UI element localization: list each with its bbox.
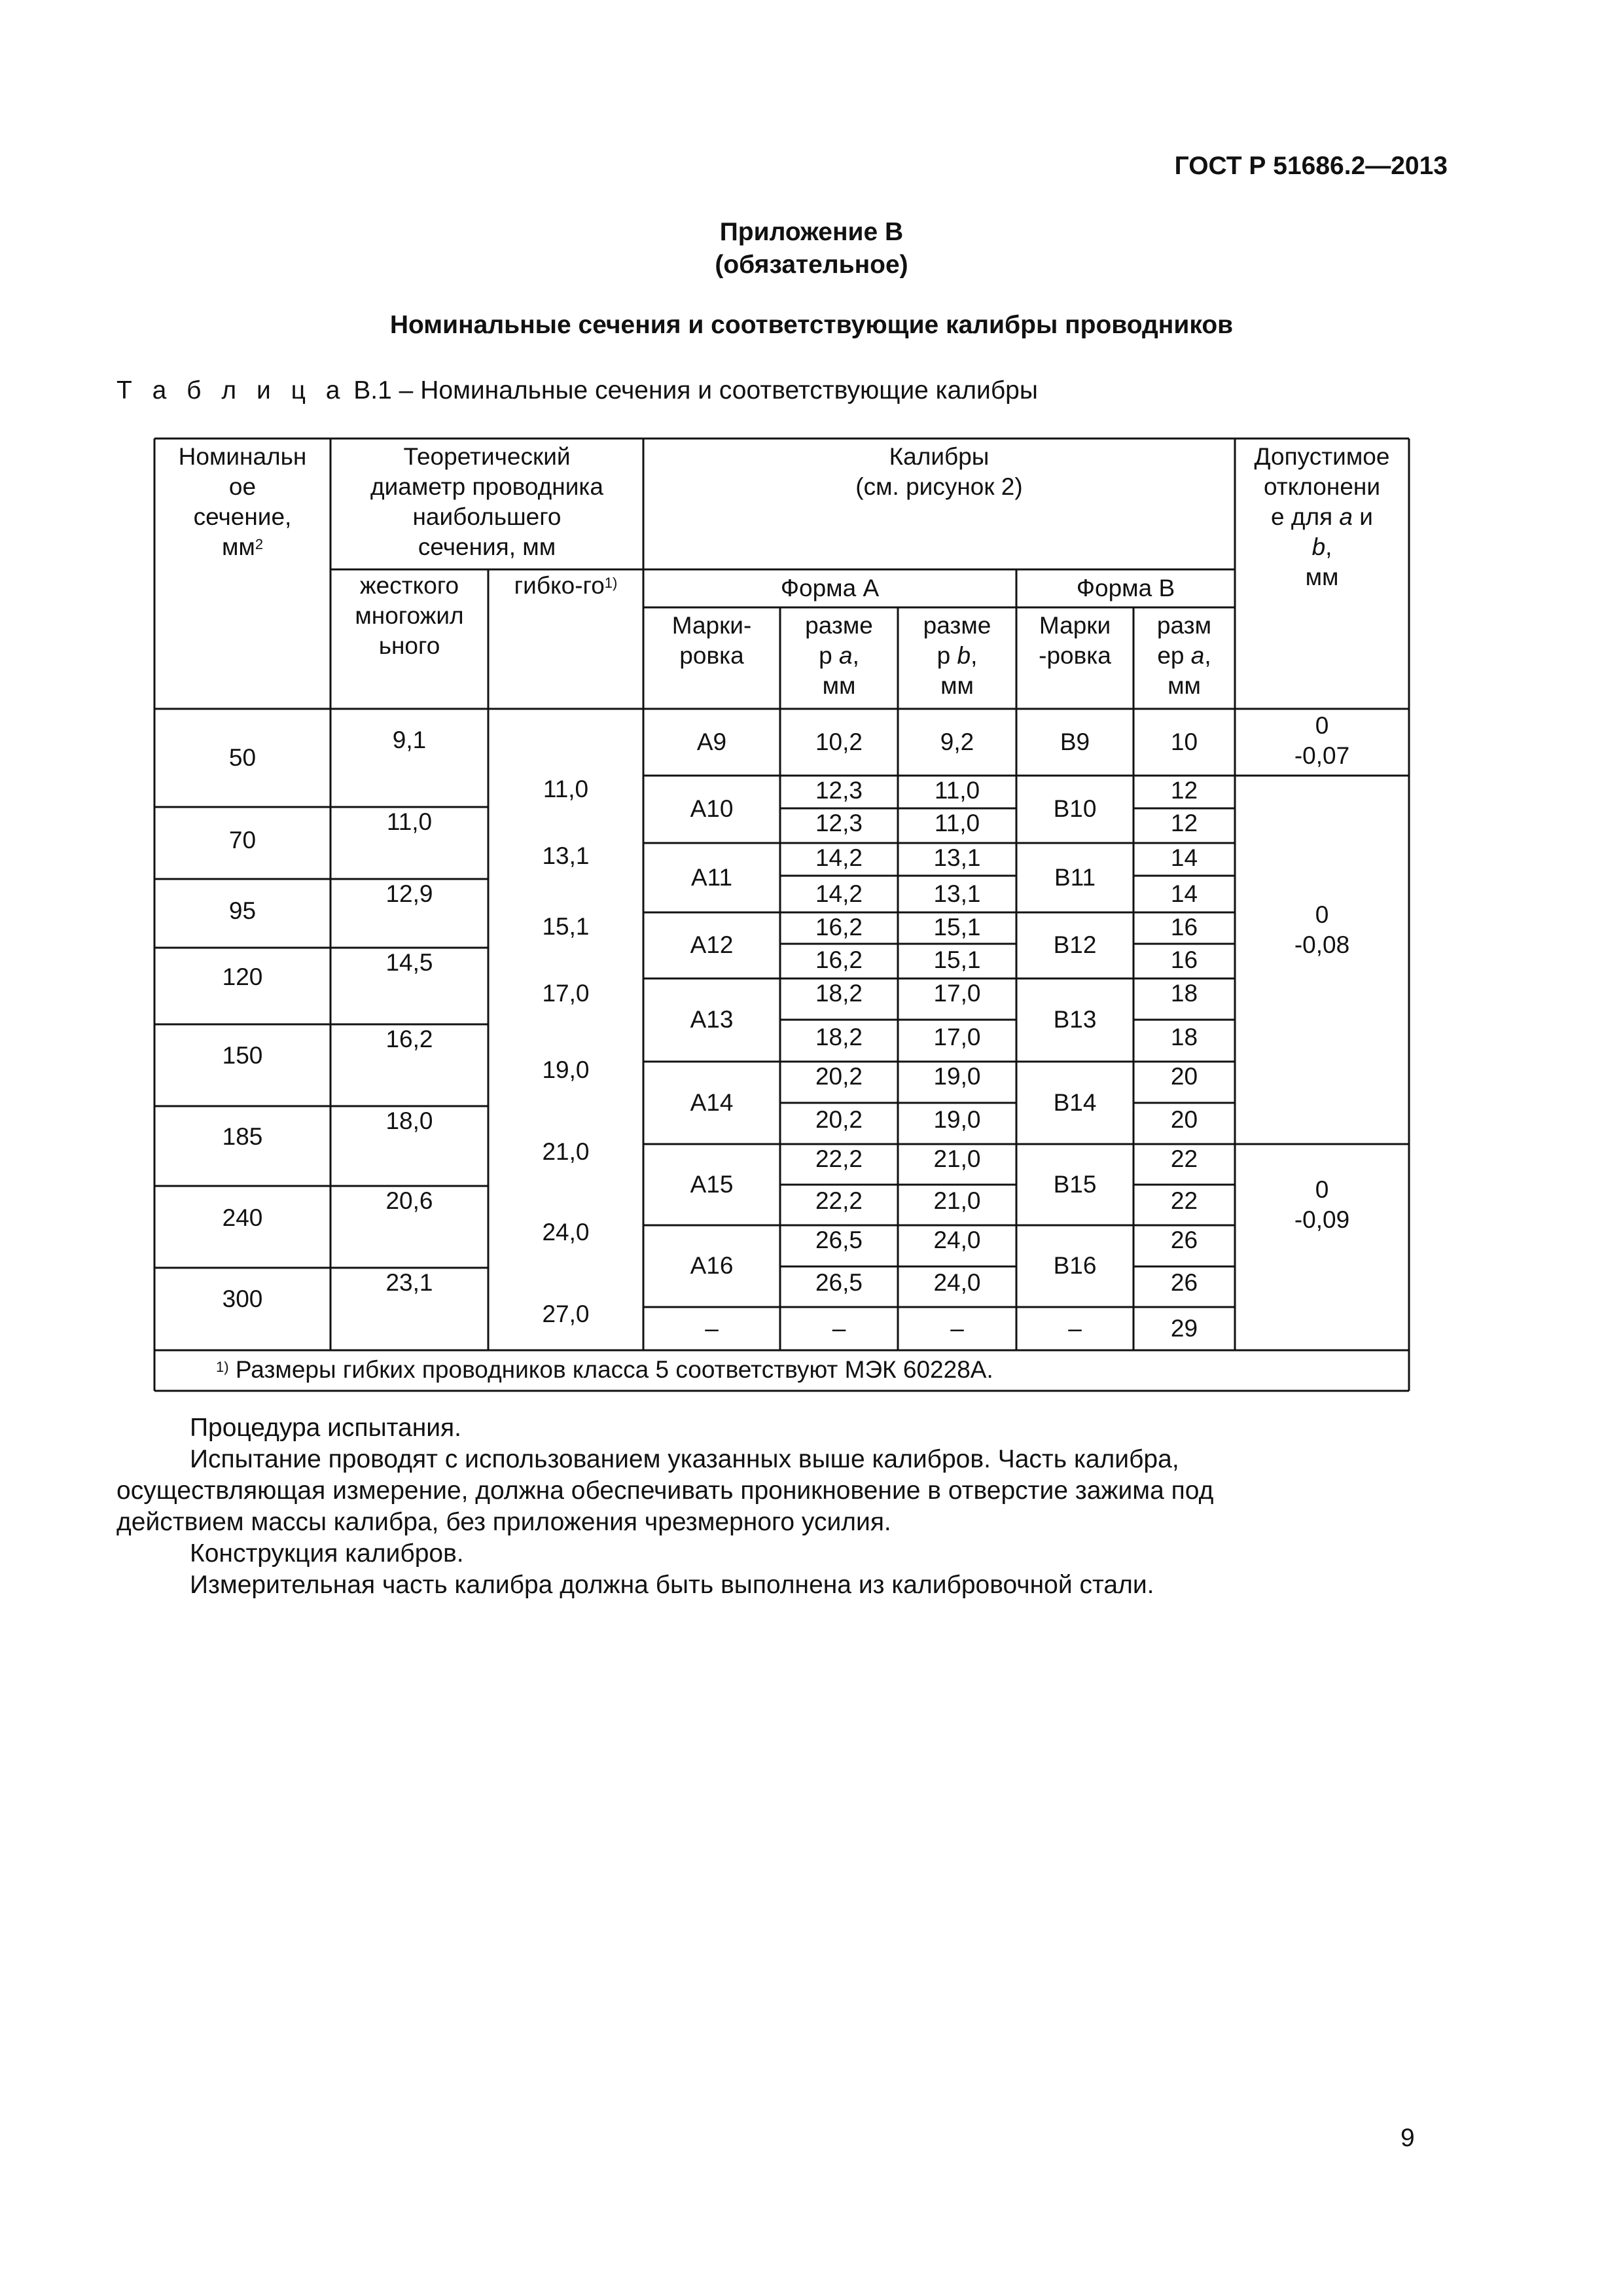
size-b-cell: 11,0 xyxy=(934,777,980,804)
size-a-cell: 26,5 xyxy=(815,1269,863,1296)
body-paragraph: Процедура испытания. xyxy=(190,1414,462,1442)
table-caption xyxy=(116,376,1038,405)
flexible-cell: 15,1 xyxy=(542,913,590,940)
rigid-cell: 20,6 xyxy=(385,1187,433,1214)
marking-b-cell: – xyxy=(1068,1315,1082,1342)
marking-b-cell: В13 xyxy=(1053,1006,1097,1033)
header-nominal-section: Номинальн ое сечение, $мм^2$ xyxy=(178,443,307,560)
size-a-cell: 12,3 xyxy=(815,777,863,804)
flexible-cell: 19,0 xyxy=(542,1056,590,1083)
header-size-a: разме р a, мм xyxy=(805,612,873,699)
size-a-form-b-cell: 10 xyxy=(1170,728,1198,755)
size-b-cell: 17,0 xyxy=(933,1024,981,1050)
size-a-form-b-cell: 20 xyxy=(1170,1063,1198,1090)
nominal-cell: 50 xyxy=(228,744,257,771)
rigid-cell: 12,9 xyxy=(385,880,433,907)
header-tolerance: Допустимое отклонени е для a и b, мм xyxy=(1254,443,1390,590)
header-size-a-form-b: разм ер a, мм xyxy=(1156,612,1212,699)
flexible-cell: 24,0 xyxy=(542,1219,590,1246)
flexible-cell: 27,0 xyxy=(542,1300,590,1327)
size-a-form-b-cell: 16 xyxy=(1170,946,1198,973)
marking-b-cell: В16 xyxy=(1053,1252,1097,1279)
header-theoretical-diameter: Теоретический диаметр проводника наибольшего сечения, мм xyxy=(370,443,603,560)
marking-b-cell: В10 xyxy=(1053,795,1097,822)
tolerance-cell: 0 -0,07 xyxy=(1294,712,1350,769)
size-a-form-b-cell: 14 xyxy=(1170,880,1198,907)
header-rigid: жесткого многожил ьного xyxy=(355,572,464,659)
size-a-form-b-cell: 14 xyxy=(1170,844,1198,871)
header-calibers: Калибры (см. рисунок 2) xyxy=(855,443,1023,500)
size-a-form-b-cell: 29 xyxy=(1170,1315,1198,1342)
size-b-cell: 21,0 xyxy=(933,1145,981,1172)
size-a-form-b-cell: 20 xyxy=(1170,1106,1198,1133)
size-b-cell: 19,0 xyxy=(933,1063,981,1090)
marking-b-cell: В15 xyxy=(1053,1171,1097,1198)
size-a-form-b-cell: 26 xyxy=(1170,1227,1198,1253)
size-a-cell: 18,2 xyxy=(815,980,863,1007)
appendix-status: (обязательное) xyxy=(715,251,908,279)
document-code: ГОСТ Р 51686.2—2013 xyxy=(1174,152,1448,180)
marking-b-cell: В11 xyxy=(1054,864,1096,891)
flexible-cell: 17,0 xyxy=(542,980,590,1007)
flexible-cell: 11,0 xyxy=(543,776,589,802)
marking-a-cell: А13 xyxy=(690,1006,734,1033)
tolerance-cell: 0 -0,08 xyxy=(1294,901,1350,958)
nominal-cell: 120 xyxy=(222,963,263,990)
size-b-cell: 15,1 xyxy=(933,914,981,941)
nominal-cell: 240 xyxy=(222,1204,263,1231)
table-caption-label: Т а б л и ц а xyxy=(116,376,347,404)
body-paragraph: Конструкция калибров. xyxy=(190,1539,464,1568)
size-a-cell: 22,2 xyxy=(815,1145,863,1172)
size-a-cell: 26,5 xyxy=(815,1227,863,1253)
header-marking-a: Марки- ровка xyxy=(671,612,752,669)
size-a-cell: 12,3 xyxy=(815,810,863,836)
nominal-cell: 300 xyxy=(222,1285,263,1312)
size-a-form-b-cell: 16 xyxy=(1170,914,1198,941)
size-b-cell: 13,1 xyxy=(933,880,981,907)
body-paragraph: Испытание проводят с использованием указанных выше калибров. Часть калибра, xyxy=(190,1445,1179,1473)
rigid-cell: 9,1 xyxy=(392,726,427,753)
size-a-form-b-cell: 12 xyxy=(1170,810,1198,836)
size-b-cell: – xyxy=(950,1315,964,1342)
size-a-cell: 16,2 xyxy=(815,914,863,941)
rigid-cell: 11,0 xyxy=(386,808,433,835)
size-a-cell: 10,2 xyxy=(815,728,863,755)
size-b-cell: 11,0 xyxy=(934,810,980,836)
rigid-cell: 14,5 xyxy=(385,949,433,976)
marking-a-cell: А16 xyxy=(690,1252,734,1279)
size-a-form-b-cell: 22 xyxy=(1170,1187,1198,1214)
marking-b-cell: В14 xyxy=(1053,1089,1097,1116)
marking-b-cell: В12 xyxy=(1053,931,1097,958)
table-caption-dash: – xyxy=(399,376,414,404)
tolerance-cell: 0 -0,09 xyxy=(1294,1176,1350,1233)
header-form-b: Форма В xyxy=(1076,575,1175,601)
flexible-cell: 21,0 xyxy=(542,1138,590,1165)
size-a-cell: 14,2 xyxy=(815,844,863,871)
nominal-cell: 70 xyxy=(228,827,257,853)
body-paragraph: осуществляющая измерение, должна обеспечивать проникновение в отверстие зажима под xyxy=(116,1477,1214,1505)
flexible-cell: 13,1 xyxy=(542,842,590,869)
marking-a-cell: А14 xyxy=(690,1089,734,1116)
size-a-form-b-cell: 18 xyxy=(1170,1024,1198,1050)
size-b-cell: 15,1 xyxy=(933,946,981,973)
marking-a-cell: А10 xyxy=(690,795,734,822)
marking-a-cell: А15 xyxy=(690,1171,734,1198)
size-a-cell: 14,2 xyxy=(815,880,863,907)
size-b-cell: 24,0 xyxy=(933,1269,981,1296)
marking-a-cell: – xyxy=(705,1315,719,1342)
size-a-form-b-cell: 26 xyxy=(1170,1269,1198,1296)
marking-b-cell: В9 xyxy=(1060,728,1090,755)
nominal-cell: 95 xyxy=(228,897,257,924)
nominal-cell: 150 xyxy=(222,1042,263,1069)
nominal-cell: 185 xyxy=(222,1123,263,1150)
size-a-form-b-cell: 12 xyxy=(1170,777,1198,804)
size-a-cell: 18,2 xyxy=(815,1024,863,1050)
size-b-cell: 13,1 xyxy=(933,844,981,871)
size-a-cell: 16,2 xyxy=(815,946,863,973)
size-b-cell: 19,0 xyxy=(933,1106,981,1133)
rigid-cell: 23,1 xyxy=(385,1269,433,1296)
table-footnote: $^{1)}$ Размеры гибких проводников класса 5 соответствуют МЭК 60228А. xyxy=(216,1356,993,1383)
page-number: 9 xyxy=(1400,2124,1415,2152)
size-b-cell: 21,0 xyxy=(933,1187,981,1214)
rigid-cell: 16,2 xyxy=(385,1026,433,1052)
size-a-cell: – xyxy=(832,1315,846,1342)
size-a-form-b-cell: 22 xyxy=(1170,1145,1198,1172)
header-marking-b: Марки -ровка xyxy=(1039,612,1111,669)
size-a-cell: 20,2 xyxy=(815,1106,863,1133)
size-a-cell: 20,2 xyxy=(815,1063,863,1090)
section-title: Номинальные сечения и соответствующие калибры проводников xyxy=(389,311,1234,339)
header-flexible: гибко-$го^{1)}$ xyxy=(514,572,618,599)
size-b-cell: 17,0 xyxy=(933,980,981,1007)
size-b-cell: 24,0 xyxy=(933,1227,981,1253)
marking-a-cell: А9 xyxy=(696,728,727,755)
rigid-cell: 18,0 xyxy=(385,1107,433,1134)
size-a-form-b-cell: 18 xyxy=(1170,980,1198,1007)
table-caption-text: Номинальные сечения и соответствующие калибры xyxy=(420,376,1038,404)
marking-a-cell: А12 xyxy=(690,931,734,958)
table-caption-number: В.1 xyxy=(353,376,392,404)
appendix-title: Приложение В xyxy=(719,218,904,246)
size-b-cell: 9,2 xyxy=(940,728,974,755)
header-form-a: Форма А xyxy=(780,575,880,601)
size-a-cell: 22,2 xyxy=(815,1187,863,1214)
header-size-b: разме р b, мм xyxy=(923,612,991,699)
body-paragraph: действием массы калибра, без приложения чрезмерного усилия. xyxy=(116,1508,891,1536)
marking-a-cell: А11 xyxy=(690,864,733,891)
body-paragraph: Измерительная часть калибра должна быть выполнена из калибровочной стали. xyxy=(190,1571,1154,1599)
